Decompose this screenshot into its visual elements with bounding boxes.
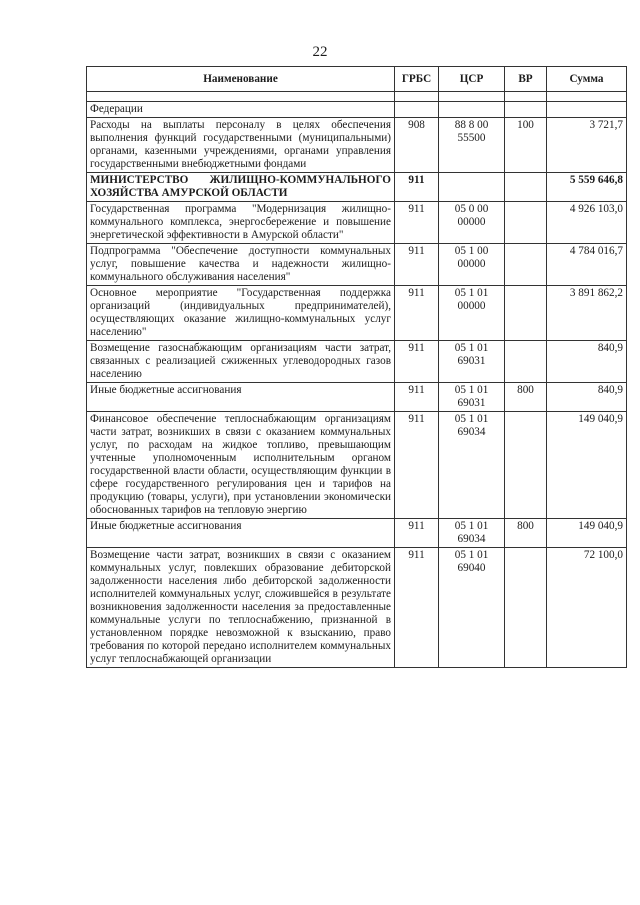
cell-grbs: 911	[395, 244, 439, 286]
cell-grbs: 911	[395, 383, 439, 412]
spacer-cell	[87, 92, 395, 102]
cell-csr: 05 1 01 69034	[439, 412, 505, 519]
table-row	[87, 118, 627, 173]
cell-grbs: 911	[395, 412, 439, 519]
cell-sum: 3 721,7	[547, 118, 627, 173]
cell-sum: 840,9	[547, 341, 627, 383]
cell-name: Финансовое обеспечение теплоснабжающим организациям части затрат, возникших в связи с оказанием коммунальных услуг, по расходам на жидкое топливо, превышающим учтенные уполномоченным исполнительным органом государственной власти области, осуществляющим функции в сфере государственного регулирования цен и тарифов на продукцию (товары, услуги), при установлении экономически обоснованных тарифов на тепловую энергию	[87, 412, 395, 519]
header-csr: ЦСР	[439, 67, 505, 92]
table-row	[87, 519, 627, 548]
cell-sum: 5 559 646,8	[547, 173, 627, 202]
header-sum: Сумма	[547, 67, 627, 92]
cell-sum: 4 784 016,7	[547, 244, 627, 286]
cell-vr	[505, 244, 547, 286]
cell-vr	[505, 341, 547, 383]
table-body	[87, 102, 627, 668]
cell-grbs: 911	[395, 286, 439, 341]
cell-name: Подпрограмма "Обеспечение доступности коммунальных услуг, повышение качества и надежности жилищно-коммунального обслуживания населения"	[87, 244, 395, 286]
cell-grbs: 911	[395, 341, 439, 383]
cell-vr: 800	[505, 519, 547, 548]
table-row	[87, 548, 627, 668]
table-header-row	[87, 67, 627, 92]
cell-name: Возмещение части затрат, возникших в связи с оказанием коммунальных услуг, повлекших образование дебиторской задолженности населения либо дебиторской задолженности исполнителей коммунальных услуг, сложившейся в результате возникновения задолженности населения за предоставленные коммунальные услуги по теплоснабжению, признанной в установленном порядке невозможной к взысканию, право требования по которой передано исполнителем коммунальных услуг теплоснабжающей организации	[87, 548, 395, 668]
cell-name: Основное мероприятие "Государственная поддержка организаций (индивидуальных предпринимателей), осуществляющих оказание жилищно-коммунальных услуг населению"	[87, 286, 395, 341]
cell-csr: 05 1 01 69031	[439, 383, 505, 412]
cell-name: Иные бюджетные ассигнования	[87, 519, 395, 548]
cell-csr	[439, 173, 505, 202]
table-row	[87, 383, 627, 412]
cell-csr: 05 1 00 00000	[439, 244, 505, 286]
table-row	[87, 102, 627, 118]
cell-vr	[505, 173, 547, 202]
header-grbs: ГРБС	[395, 67, 439, 92]
cell-grbs: 911	[395, 548, 439, 668]
cell-vr: 800	[505, 383, 547, 412]
cell-csr: 05 1 01 69031	[439, 341, 505, 383]
cell-sum: 149 040,9	[547, 519, 627, 548]
cell-name: Иные бюджетные ассигнования	[87, 383, 395, 412]
cell-sum: 3 891 862,2	[547, 286, 627, 341]
cell-csr: 05 1 01 69034	[439, 519, 505, 548]
cell-sum: 840,9	[547, 383, 627, 412]
table-row	[87, 173, 627, 202]
cell-csr: 05 1 01 69040	[439, 548, 505, 668]
header-vr: ВР	[505, 67, 547, 92]
spacer-cell	[547, 92, 627, 102]
spacer-cell	[439, 92, 505, 102]
cell-csr: 88 8 00 55500	[439, 118, 505, 173]
table-row	[87, 202, 627, 244]
budget-table	[86, 66, 627, 668]
cell-vr: 100	[505, 118, 547, 173]
cell-csr	[439, 102, 505, 118]
spacer-cell	[505, 92, 547, 102]
cell-sum: 149 040,9	[547, 412, 627, 519]
table-row	[87, 412, 627, 519]
header-name: Наименование	[87, 67, 395, 92]
cell-vr	[505, 102, 547, 118]
table-row	[87, 244, 627, 286]
cell-grbs: 911	[395, 202, 439, 244]
cell-name: Федерации	[87, 102, 395, 118]
spacer-cell	[395, 92, 439, 102]
cell-name: Государственная программа "Модернизация жилищно-коммунального комплекса, энергосбережение и повышение энергетической эффективности в Амурской области"	[87, 202, 395, 244]
cell-sum	[547, 102, 627, 118]
header-spacer-row	[87, 92, 627, 102]
cell-name: МИНИСТЕРСТВО ЖИЛИЩНО-КОММУНАЛЬНОГО ХОЗЯЙСТВА АМУРСКОЙ ОБЛАСТИ	[87, 173, 395, 202]
table-row	[87, 341, 627, 383]
cell-name: Расходы на выплаты персоналу в целях обеспечения выполнения функций государственными (муниципальными) органами, казенными учреждениями, органами управления государственными внебюджетными фондами	[87, 118, 395, 173]
cell-sum: 4 926 103,0	[547, 202, 627, 244]
cell-name: Возмещение газоснабжающим организациям части затрат, связанных с реализацией сжиженных углеводородных газов населению	[87, 341, 395, 383]
page-number: 22	[312, 44, 328, 60]
cell-vr	[505, 548, 547, 668]
cell-vr	[505, 412, 547, 519]
cell-grbs	[395, 102, 439, 118]
cell-grbs: 911	[395, 173, 439, 202]
cell-sum: 72 100,0	[547, 548, 627, 668]
table-row	[87, 286, 627, 341]
cell-vr	[505, 286, 547, 341]
cell-csr: 05 1 01 00000	[439, 286, 505, 341]
cell-grbs: 911	[395, 519, 439, 548]
cell-csr: 05 0 00 00000	[439, 202, 505, 244]
cell-vr	[505, 202, 547, 244]
cell-grbs: 908	[395, 118, 439, 173]
